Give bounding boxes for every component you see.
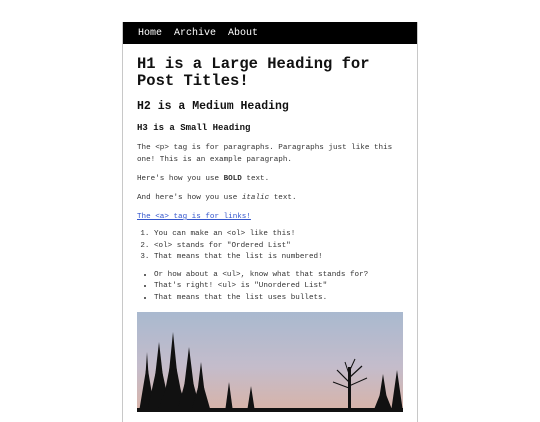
sunset-trees-image	[137, 312, 403, 412]
italic-word: italic	[241, 194, 270, 202]
example-paragraph: The <p> tag is for paragraphs. Paragraphs just like this one! This is an example paragraph.	[137, 144, 393, 164]
bold-word: BOLD	[223, 175, 242, 183]
unordered-list-item: • Or how about a <ul>, know what that stands for?	[154, 270, 403, 282]
heading-h2: H2 is a Medium Heading	[137, 100, 289, 113]
bold-prefix-text: Here's how you use	[137, 175, 224, 183]
ordered-list-item: 2. <ol> stands for "Ordered List"	[154, 241, 403, 253]
unordered-list-item: • That's right! <ul> is "Unordered List"	[154, 281, 403, 293]
italic-prefix-text: And here's how you use	[137, 194, 242, 202]
link-paragraph	[137, 211, 403, 223]
italic-example-paragraph	[137, 192, 403, 204]
ordered-list	[137, 229, 403, 264]
example-link[interactable]: The <a> tag is for links!	[137, 213, 251, 221]
ordered-list-item: 3. That means that the list is numbered!	[154, 252, 403, 264]
ordered-list-item: 1. You can make an <ol> like this!	[154, 229, 403, 241]
post-content	[123, 44, 417, 412]
nav-archive-link[interactable]: Archive	[174, 27, 217, 39]
post-photo	[137, 312, 403, 412]
unordered-list	[137, 270, 403, 305]
page-container	[122, 22, 418, 422]
post-title-h1: H1 is a Large Heading for Post Titles!	[137, 55, 370, 90]
nav-home-link[interactable]: Home	[138, 27, 163, 39]
nav-about-link[interactable]: About	[228, 27, 259, 39]
bold-example-paragraph	[137, 173, 403, 185]
unordered-list-item: • That means that the list uses bullets.	[154, 293, 403, 305]
top-nav	[123, 22, 417, 44]
bold-suffix-text: text.	[241, 175, 270, 183]
heading-h3: H3 is a Small Heading	[137, 123, 251, 133]
italic-suffix-text: text.	[269, 194, 297, 202]
